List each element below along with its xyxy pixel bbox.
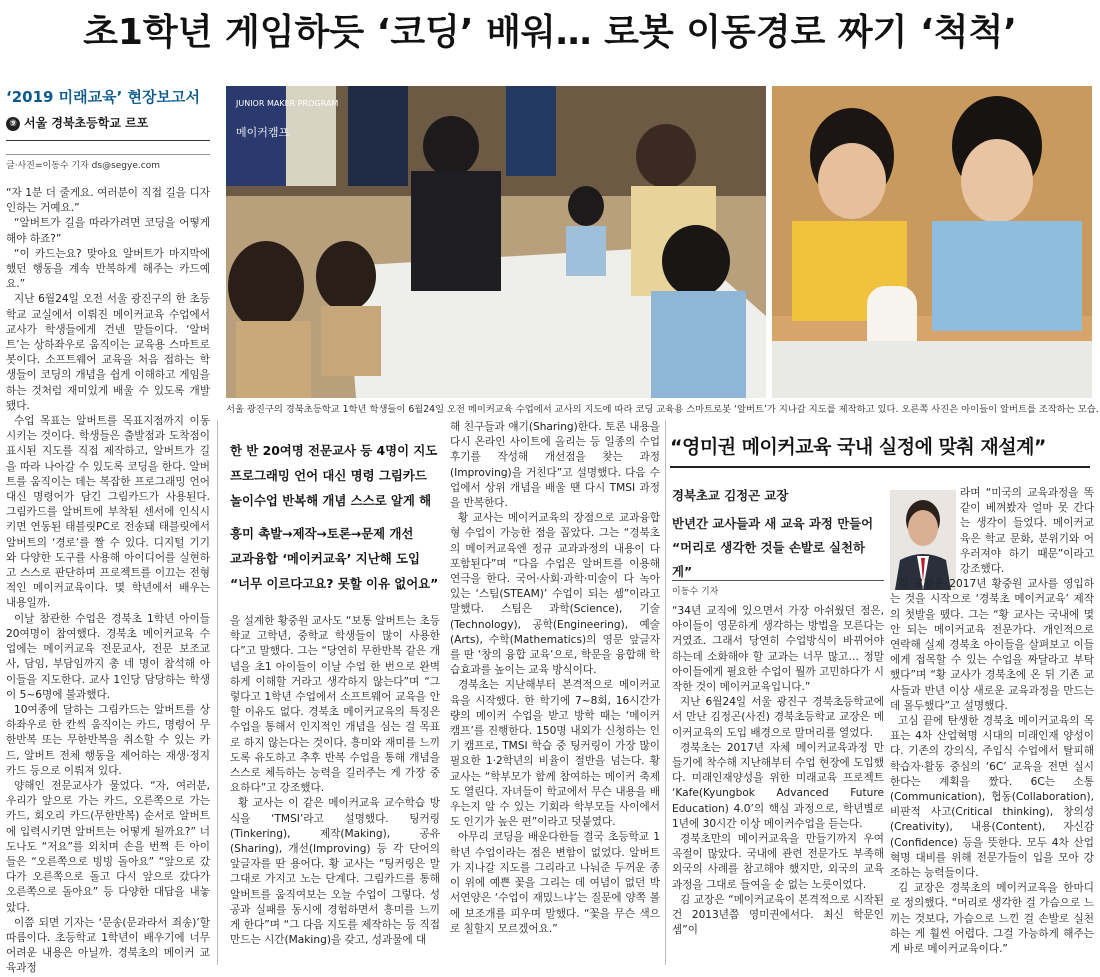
paragraph: 아무리 코딩을 배운다한들 결국 초등학교 1학년 수업이라는 점은 변함이 없었다. 알버트가 지나갈 지도를 그리라고 나눠준 두꺼운 종이 위에 예쁜 꽃을 그리는 데 여념이 없던 박서연양은 ‘수업이 재밌느냐’는 질문에 양쪽 볼에 보조개를 피우며 말했다. “꽃을 무슨 색으로 칠할지 모르겠어요.”: [450, 831, 660, 935]
byline-rule: [6, 154, 210, 155]
paragraph: 황 교사는 이 같은 메이커교육 교수학습 방식을 ‘TMSI’라고 설명했다. 팅커링(Tinkering), 제작(Making), 공유(Sharing), 개선(Improving) 등 각 단어의 앞글자를 딴 용어다. 황 교사는 “팅커링은 말 그대로 가지고 노는 단계다. 그림카드를 통해 알버트를 움직여보는 오늘 수업이 그렇다. 성공과 실패를 동시에 경험하면서 흥미를 느끼게 한다”며 “그 다음 지도를 제작하는 등 직접 만드는 시간(Making)을 갖고, 성과물에 대: [230, 797, 440, 947]
subhead-line: 흥미 촉발→제작→토론→문제 개선: [230, 526, 414, 541]
paragraph: 이쯤 되면 기자는 ‘문송(문과라서 죄송)’할 따름이다. 초등학교 1학년이 배우기에 너무 어려운 내용은 아닐까. 경북초의 메이커 교육과정: [6, 916, 210, 975]
paragraph: 경북초는 2017년 자체 메이커교육과정 만들기에 착수해 지난해부터 수업 현장에 도입했다. 미래인재양성을 위한 미래교육 프로젝트 ‘Kafe(Kyungbok Advanced Future Education) 4.0’의 핵심 과정으로, 학년별로 1년에 30시간 이상 메이커수업을 듣는다.: [672, 741, 884, 830]
paragraph: 10여종에 달하는 그림카드는 알버트를 상하좌우로 한 칸씩 움직이는 카드, 명령어 무한반복 또는 무한반복을 취소할 수 있는 카드, 알버트 전체 행동을 제어하는 재생·정지 카드 등으로 이뤄져 있다.: [6, 703, 210, 777]
paragraph: 라며 “미국의 교육과정을 똑같이 베껴봤자 얼마 못 간다는 생각이 들었다. 메이커교육은 학교 문화, 분위기와 어우러져야 하기 때문”이라고 강조했다.: [960, 487, 1094, 576]
junior-maker-sign: JUNIOR MAKER PROGRAM: [236, 99, 339, 108]
interview-deck: [672, 512, 882, 584]
article-column-2: [230, 614, 440, 966]
maker-camp-sign: 메이커캠프: [236, 126, 290, 139]
paragraph: “자 1분 더 줄게요. 여러분이 직접 길을 디자인하는 거예요.”: [6, 187, 210, 215]
interview-name: 경북초교 김정곤 교장: [672, 488, 789, 503]
deck-line: “머리로 생각한 것들 손발로 실천하게”: [672, 540, 865, 579]
side-photo: [772, 86, 1092, 398]
paragraph: 지난 6월24일 서울 광진구 경북초등학교에서 만난 김정곤(사진) 경북초등학교 교장은 메이커교육의 도입 배경으로 말머리를 열었다.: [672, 696, 884, 739]
article-column-3: [450, 420, 660, 966]
series-number-badge: ⑨: [6, 117, 20, 131]
interview-byline-rule: [672, 580, 884, 581]
column-divider: [665, 420, 666, 965]
paragraph: 수업 목표는 알버트를 목표지점까지 이동시키는 것이다. 학생들은 출발점과 도착점이 표시된 지도를 직접 제작하고, 알버트가 길을 따라 나아갈 수 있도록 코딩을 한다. 알버트를 움직이는 데는 복잡한 프로그래밍 언어 대신 명령어가 담긴 그림카드가 사용된다. 그림카드를 알버트에 부착된 센서에 인식시키면 연동된 태블릿PC로 전송돼 태블릿에서 알버트의 ‘경로’를 짤 수 있다. 디지털 기기와 다양한 도구를 사용해 아이디어를 실현하고 스스로 판단하며 프로젝트를 이끄는 전형적인 메이커교육이다. 몇 학년에서 배우는 내용일까.: [6, 415, 210, 610]
subhead-line: 놀이수업 반복해 개념 스스로 알게 해: [230, 493, 432, 508]
paragraph: 김 교장은 “메이커교육이 본격적으로 시작된 건 2013년쯤 영미권에서다. 최신 학문인 셈”이: [672, 893, 884, 937]
interview-column-2: [890, 486, 1094, 966]
paragraph: 경북초만의 메이커교육을 만들기까지 우여곡절이 많았다. 국내에 관련 전문가도 부족해 외국의 사례를 참고해야 했지만, 외국의 교육과정을 그대로 들여올 순 없는 노릇이었다.: [672, 833, 884, 891]
paragraph: 고심 끝에 탄생한 경북초 메이커교육의 목표는 4차 산업혁명 시대의 미래인재 양성이다. 기존의 강의식, 주입식 수업에서 탈피해 학습자·활동 중심의 ‘6C’ 교육을 전면 실시한다는 계획을 짰다. 6C는 소통(Communication), 협동(Collaboration), 비판적 사고(Critical thinking), 창의성(Creativity), 내용(Content), 자신감(Confidence) 등을 뜻한다. 모두 4차 산업혁명 대비를 위해 전문가들이 입을 모아 강조하는 능력들이다.: [890, 715, 1094, 880]
paragraph: 양해인 전문교사가 물었다. “자, 여러분, 우리가 앞으로 가는 카드, 오른쪽으로 가는 카드, 회오리 카드(무한반복) 순서로 알버트에 입력시키면 알버트는 어떻게 될까요?” 너도나도 “저요”를 외치며 손을 번쩍 든 아이들은 “오른쪽으로 빙빙 돌아요” “앞으로 갔다가 오른쪽으로 돌고 다시 앞으로 갔다가 오른쪽으로 돌아요” 등 다양한 대답을 내놓았다.: [6, 779, 210, 914]
paragraph: “이 카드는요? 맞아요 알버트가 마지막에 했던 행동을 계속 반복하게 해주는 카드예요.”: [6, 247, 210, 291]
paragraph: “알버트가 길을 따라가려면 코딩을 어떻게 해야 하죠?”: [6, 217, 210, 245]
subhead-line: 교과융합 ‘메이커교육’ 지난해 도입: [230, 551, 420, 566]
byline: 글·사진=이동수 기자 ds@segye.com: [6, 161, 160, 171]
paragraph: 해 친구들과 얘기(Sharing)한다. 토론 내용을 다시 온라인 사이트에 올리는 등 일종의 수업 후기를 작성해 개선점을 찾는 과정(Improving)을 거친다”고 설명했다. 다음 수업에서 상위 개념을 배울 땐 다시 TMSI 과정을 반복한다.: [450, 421, 660, 510]
subhead-line: 프로그래밍 언어 대신 명령 그림카드: [230, 468, 427, 483]
article-column-1: [6, 186, 210, 975]
paragraph: 경북초는 지난해부터 본격적으로 메이커교육을 시작했다. 한 학기에 7~8회, 16시간가량의 메이커 수업을 받고 방학 때는 ‘메이커 캠프’를 진행한다. 150명 내외가 신청하는 인기 캠프로, TMSI 학습 중 팅커링이 가장 많이 필요한 1·2학년의 비율이 절반을 넘는다. 황 교사는 “학부모가 함께 참여하는 메이커 축제도 열린다. 자녀들이 학교에서 무슨 내용을 배우는지 알 수 있는 기회라 학부모들 사이에서도 인기가 높은 편”이라고 덧붙였다.: [450, 679, 660, 829]
paragraph: “34년 교직에 있으면서 가장 아쉬웠던 점은, 아이들이 영문하게 생각하는 방법을 모른다는 거였죠. 그래서 당연히 수업방식이 바뀌어야 하는데 소화해야 할 교과는 너무 많고… 정말 아이들에게 필요한 수업이 뭘까 고민하다가 시작한 것이 메이커교육입니다.”: [672, 605, 884, 694]
interview-byline: 이동수 기자: [672, 587, 719, 597]
interview-rule: [670, 466, 1090, 468]
article-subheads: [230, 438, 440, 596]
series-subtitle-text: 서울 경북초등학교 르포: [24, 116, 149, 130]
paragraph: 김 교장은 2017년 황중원 교사를 영입하는 것을 시작으로 ‘경북초 메이커교육’ 제작의 첫발을 뗐다. 그는 “황 교사는 국내에 몇 안 되는 메이커교육 전문가다. 개인적으로 연락해 실제 경북초 아이들을 살펴보고 이들에게 접목할 수 있는 수업을 짜달라고 부탁했다”며 “황 교사가 경북초에 온 뒤 기존 교사들과 반년 이상 새로운 교육과정을 만드는 데 몰두했다”고 설명했다.: [890, 578, 1094, 712]
column-divider: [217, 420, 218, 965]
interview-column-1: [672, 604, 884, 966]
subhead-line: 한 반 20여명 전문교사 등 4명이 지도: [230, 443, 438, 458]
paragraph: 지난 6월24일 오전 서울 광진구의 한 초등학교 교실에서 이뤄진 메이커교육 수업에서 교사가 학생들에게 건넨 말들이다. ‘알버트’는 상하좌우로 움직이는 교육용 스마트로봇이다. 소프트웨어 교육을 처음 접하는 학생들이 코딩의 개념을 쉽게 이해하고 게임을 하는 것처럼 재미있게 배울 수 있도록 개발됐다.: [6, 293, 210, 412]
main-photo: [226, 86, 766, 398]
interview-title: “영미권 메이커교육 국내 실정에 맞춰 재설계”: [670, 436, 1046, 458]
deck-line: 반년간 교사들과 새 교육 과정 만들어: [672, 516, 874, 531]
paragraph: 황 교사는 메이커교육의 장점으로 교과융합형 수업이 가능한 점을 꼽았다. 그는 “경북초의 메이커교육엔 정규 교과과정의 내용이 다 포함된다”며 “다음 수업은 알버트를 이용해 연극을 한다. 국어·사회·과학·미술이 다 녹아 있는 ‘스팀(STEAM)’ 수업이 되는 셈”이라고 말했다. 스팀은 과학(Science), 기술(Technology), 공학(Engineering), 예술(Arts), 수학(Mathematics)의 영문 앞글자를 딴 ‘창의 융합 교육’으로, 학문을 융합해 학습효과를 높이는 교육 방식이다.: [450, 512, 660, 677]
paragraph: 을 설계한 황중원 교사도 “보통 알버트는 초등학교 고학년, 중학교 학생들이 많이 사용한다”고 말했다. 그는 “당연히 무한반복 같은 개념을 초1 아이들이 이날 수업 한 번으로 완벽하게 이해할 거라고 생각하지 않는다”며 “그렇다고 1학년 수업에서 소프트웨어 교육을 안 할 이유도 없다. 경북초 메이커교육의 특징은 수업을 통해서 인지적인 개념을 심는 걸 목표로 하지 않는다는 것이다. 흥미와 재미를 느끼도록 유도하고 추후 반복 수업을 통해 개념을 스스로 체득하는 능력을 길러주는 게 가장 중요하다”고 강조했다.: [230, 615, 440, 795]
paragraph: 김 교장은 경북초의 메이커교육을 한마디로 정의했다. “머리로 생각한 걸 가슴으로 느끼는 것보다, 가슴으로 느낀 걸 손발로 실천하는 게 훨씬 어렵다. 그걸 가능하게 해주는 게 바로 메이커교육이다.”: [890, 882, 1094, 956]
series-title: ‘2019 미래교육’ 현장보고서: [6, 88, 200, 106]
photo-caption: 서울 광진구의 경북초등학교 1학년 학생들이 6월24일 오전 메이커교육 수업에서 교사의 지도에 따라 코딩 교육용 스마트로봇 ‘알버트’가 지나갈 지도를 제작하고 있다. 오른쪽 사진은 아이들이 알버트를 조작하는 모습.: [226, 404, 1099, 415]
headline: 초1학년 게임하듯 ‘코딩’ 배워… 로봇 이동경로 짜기 ‘척척’: [83, 12, 1017, 53]
subhead-line: “너무 이르다고요? 못할 이유 없어요”: [230, 576, 439, 591]
paragraph: 이날 참관한 수업은 경북초 1학년 아이들 20여명이 참여했다. 경북초 메이커교육 수업에는 메이커교육 전문교사, 전문 보조교사, 담임, 부담임까지 총 네 명이 참석해 아이들을 지도한다. 교사 1인당 담당하는 학생이 5~6명에 불과했다.: [6, 612, 210, 701]
series-subtitle: [6, 114, 148, 131]
series-rule: [6, 140, 210, 141]
